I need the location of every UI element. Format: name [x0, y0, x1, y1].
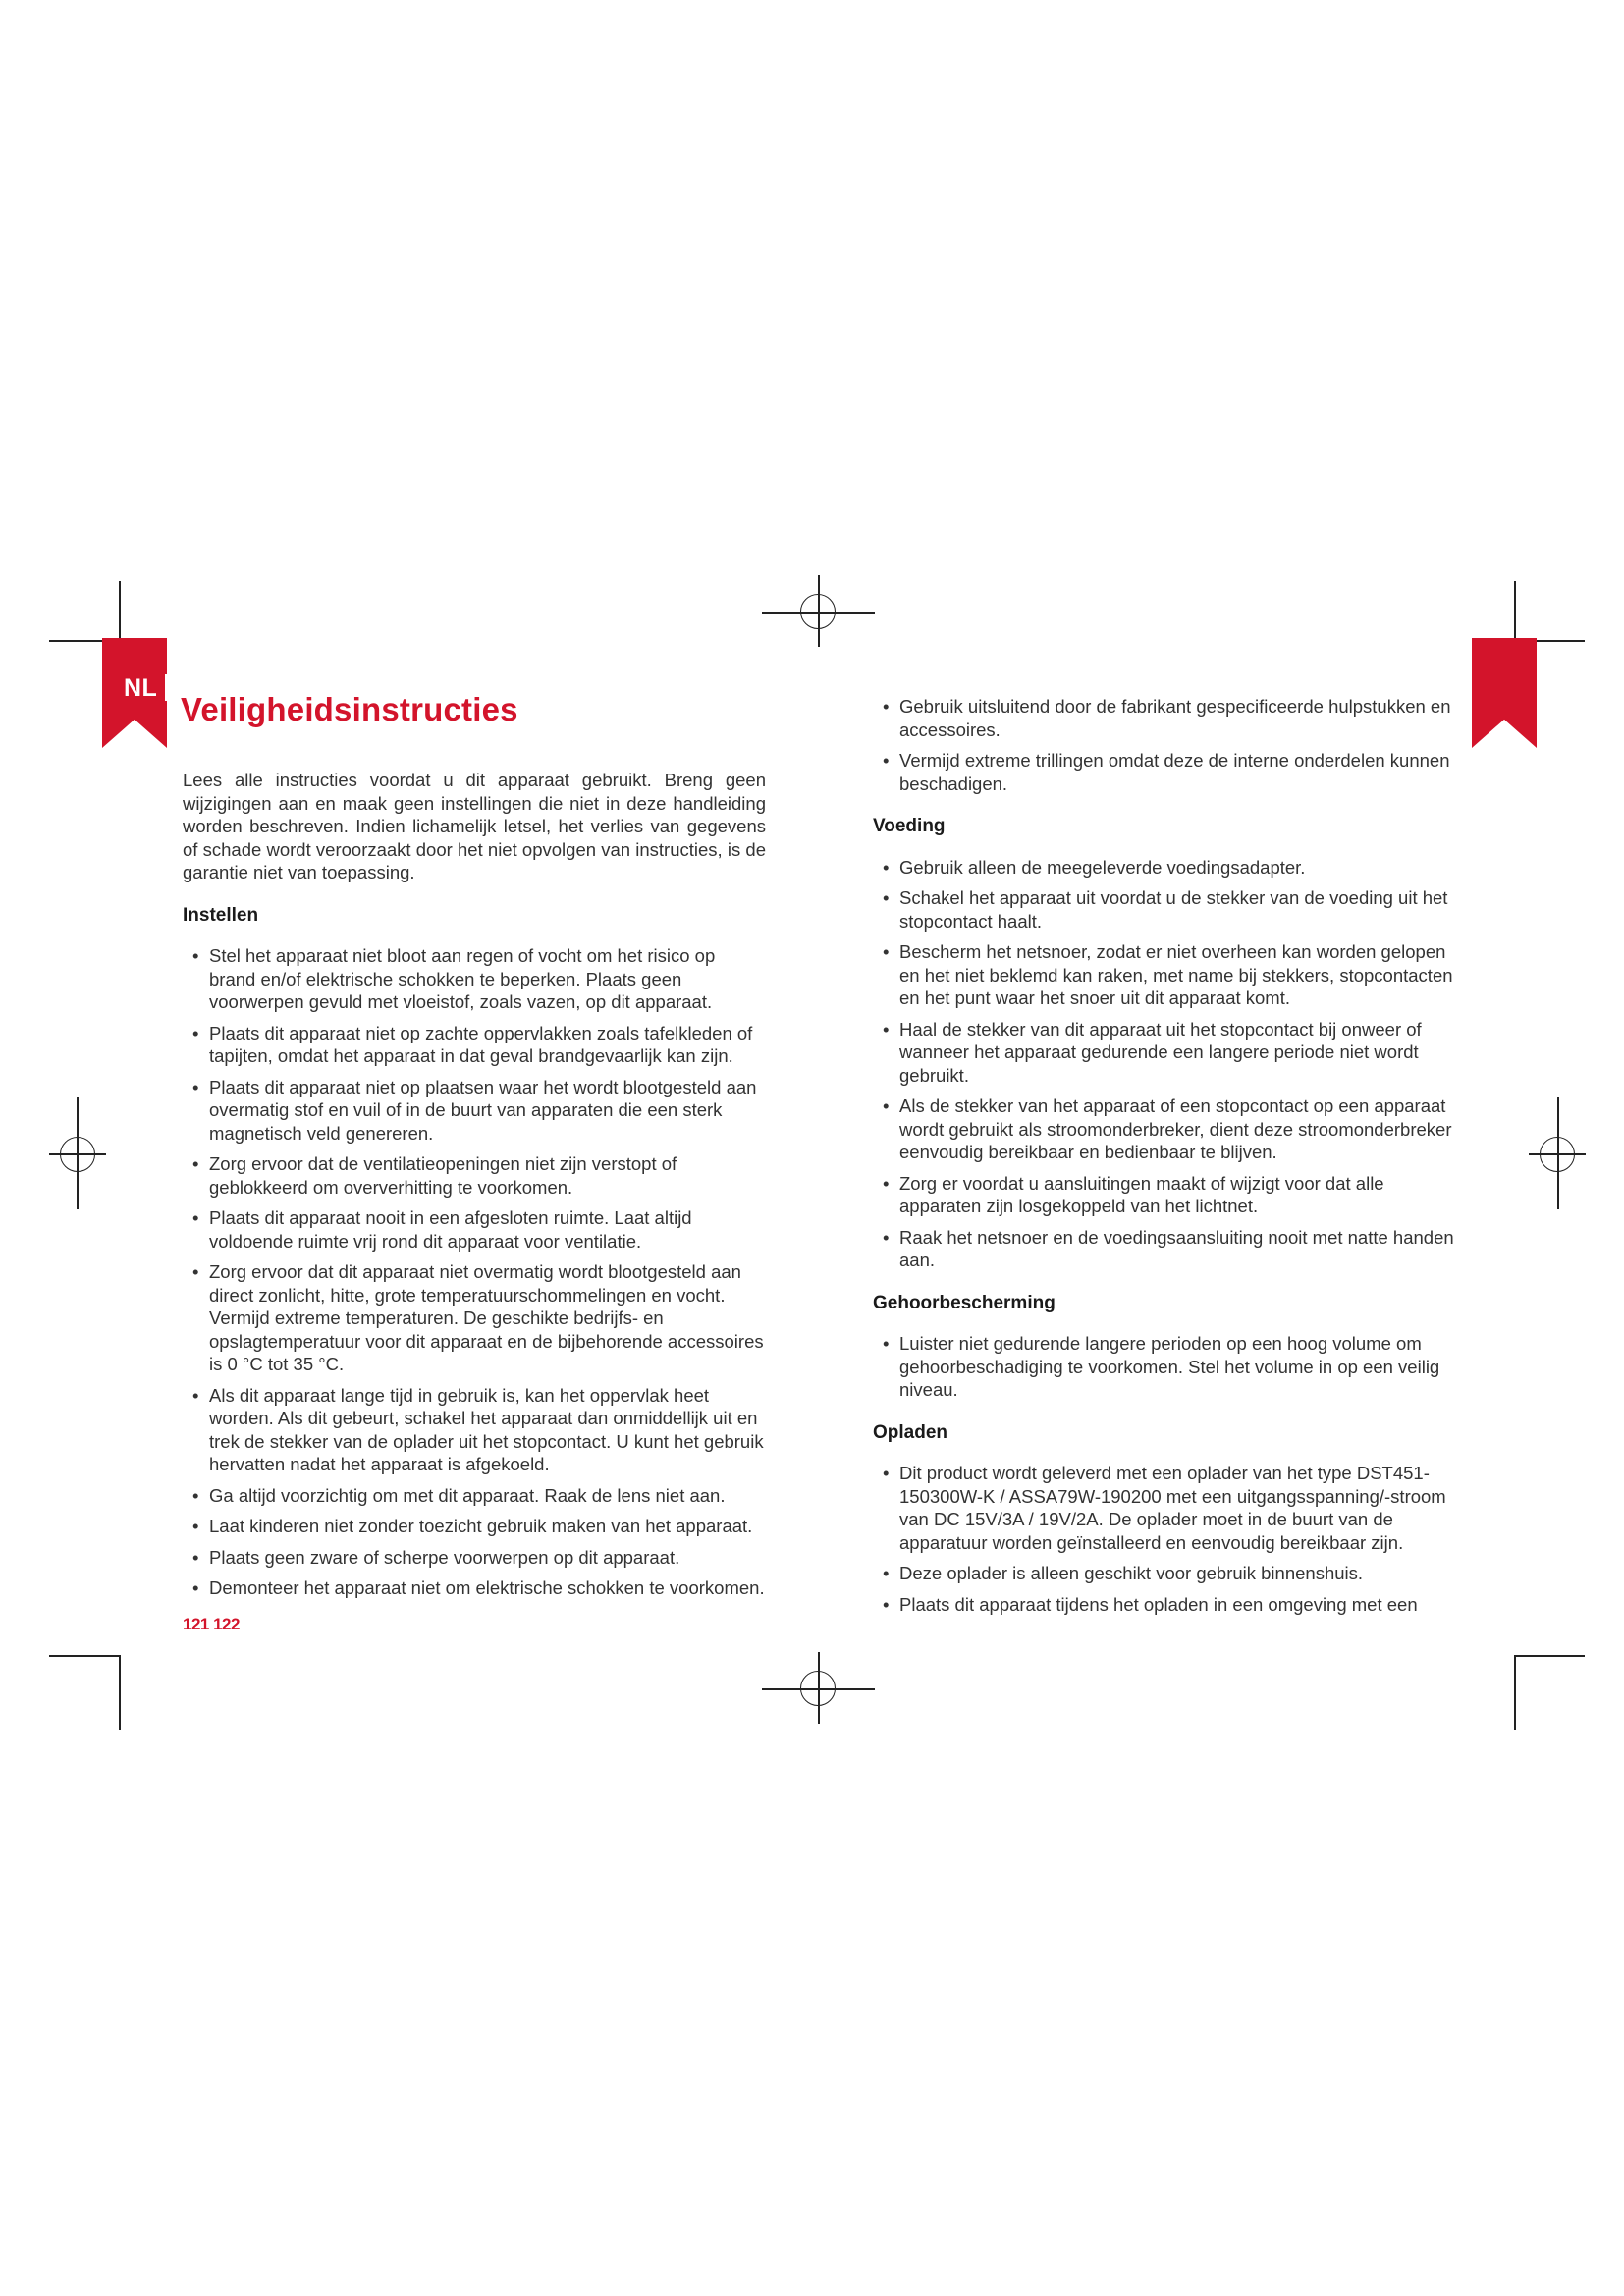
crop-mark — [1514, 1655, 1585, 1657]
instellen-list — [183, 944, 766, 1600]
list-item: • Laat kinderen niet zonder toezicht gebruik maken van het apparaat. — [183, 1515, 766, 1538]
list-item: • Zorg er voordat u aansluitingen maakt of wijzigt voor dat alle apparaten zijn losgekoppeld van het lichtnet. — [873, 1172, 1456, 1218]
list-item: • Bescherm het netsnoer, zodat er niet overheen kan worden gelopen en het niet beklemd kan raken, met name bij stekkers, stopcontacten en het punt waar het snoer uit dit apparaat komt. — [873, 940, 1456, 1010]
general-list — [873, 695, 1456, 795]
intro-paragraph: Lees alle instructies voordat u dit apparaat gebruikt. Breng geen wijzigingen aan en maak geen instellingen die niet in deze handleiding worden beschreven. Indien lichamelijk letsel, het verlies van gegevens of schade wordt veroorzaakt door het niet opvolgen van instructies, is de garantie niet van toepassing. — [183, 770, 766, 882]
section-heading-gehoorbescherming: Gehoorbescherming — [873, 1292, 1056, 1313]
language-tab-divider — [165, 674, 171, 701]
list-item: • Deze oplader is alleen geschikt voor gebruik binnenshuis. — [873, 1562, 1456, 1585]
list-item: • Als dit apparaat lange tijd in gebruik is, kan het oppervlak heet worden. Als dit gebeurt, schakel het apparaat dan onmiddellijk uit en trek de stekker van de oplader uit het stopcontact. U kunt het gebruik hervatten nadat het apparaat is afgekoeld. — [183, 1384, 766, 1476]
language-ribbon — [1472, 638, 1537, 748]
list-item: • Stel het apparaat niet bloot aan regen of vocht om het risico op brand en/of elektrische schokken te beperken. Plaats geen voorwerpen gevuld met vloeistof, zoals vazen, op dit apparaat. — [183, 944, 766, 1014]
list-item: • Plaats dit apparaat niet op zachte oppervlakken zoals tafelkleden of tapijten, omdat het apparaat in dat geval brandgevaarlijk kan zijn. — [183, 1022, 766, 1068]
crop-mark — [1514, 1655, 1516, 1730]
registration-mark-circle — [800, 1671, 836, 1706]
right-column — [873, 695, 1456, 1635]
opladen-list — [873, 1462, 1456, 1616]
list-item: • Plaats dit apparaat niet op plaatsen waar het wordt blootgesteld aan overmatig stof en vuil of in de buurt van apparaten die een sterk magnetisch veld genereren. — [183, 1076, 766, 1146]
voeding-list — [873, 856, 1456, 1272]
list-item: • Als de stekker van het apparaat of een stopcontact op een apparaat wordt gebruikt als stroomonderbreker, dient deze stroomonderbreker eenvoudig bereikbaar en bedienbaar te blijven. — [873, 1095, 1456, 1164]
list-item: • Gebruik alleen de meegeleverde voedingsadapter. — [873, 856, 1456, 880]
gehoor-list — [873, 1332, 1456, 1402]
list-item: • Dit product wordt geleverd met een oplader van het type DST451-150300W-K / ASSA79W-190200 met een uitgangsspanning/-stroom van DC 15V/3A / 19V/2A. De oplader moet in de buurt van de apparatuur worden geïnstalleerd en eenvoudig bereikbaar zijn. — [873, 1462, 1456, 1554]
list-item: • Plaats geen zware of scherpe voorwerpen op dit apparaat. — [183, 1546, 766, 1570]
registration-mark-circle — [60, 1137, 95, 1172]
list-item: • Ga altijd voorzichtig om met dit apparaat. Raak de lens niet aan. — [183, 1484, 766, 1508]
list-item: • Gebruik uitsluitend door de fabrikant gespecificeerde hulpstukken en accessoires. — [873, 695, 1456, 741]
list-item: • Plaats dit apparaat tijdens het opladen in een omgeving met een — [873, 1593, 1456, 1617]
registration-mark-circle — [1540, 1137, 1575, 1172]
section-heading-opladen: Opladen — [873, 1421, 948, 1443]
crop-mark — [119, 1655, 121, 1730]
list-item: • Plaats dit apparaat nooit in een afgesloten ruimte. Laat altijd voldoende ruimte vrij rond dit apparaat voor ventilatie. — [183, 1206, 766, 1253]
list-item: • Schakel het apparaat uit voordat u de stekker van de voeding uit het stopcontact haalt. — [873, 886, 1456, 933]
list-item: • Zorg ervoor dat dit apparaat niet overmatig wordt blootgesteld aan direct zonlicht, hitte, grote temperatuurschommelingen en vocht. Vermijd extreme temperaturen. De geschikte bedrijfs- en opslagtemperatuur voor dit apparaat en de bijbehorende accessoires is 0 °C tot 35 °C. — [183, 1260, 766, 1376]
language-tab-label: NL — [124, 674, 158, 702]
section-heading-voeding: Voeding — [873, 816, 946, 836]
page-numbers: 121 122 — [183, 1615, 240, 1633]
left-column — [183, 769, 766, 1620]
list-item: • Haal de stekker van dit apparaat uit het stopcontact bij onweer of wanneer het apparaat gedurende een langere periode niet wordt gebruikt. — [873, 1018, 1456, 1088]
list-item: • Zorg ervoor dat de ventilatieopeningen niet zijn verstopt of geblokkeerd om oververhitting te voorkomen. — [183, 1152, 766, 1199]
page-title: Veiligheidsinstructies — [181, 691, 518, 727]
crop-mark — [49, 1655, 120, 1657]
section-heading-instellen: Instellen — [183, 904, 259, 926]
registration-mark-circle — [800, 594, 836, 629]
list-item: • Vermijd extreme trillingen omdat deze de interne onderdelen kunnen beschadigen. — [873, 749, 1456, 795]
list-item: • Raak het netsnoer en de voedingsaansluiting nooit met natte handen aan. — [873, 1226, 1456, 1272]
list-item: • Luister niet gedurende langere perioden op een hoog volume om gehoorbeschadiging te voorkomen. Stel het volume in op een veilig niveau. — [873, 1332, 1456, 1402]
list-item: • Demonteer het apparaat niet om elektrische schokken te voorkomen. — [183, 1576, 766, 1600]
